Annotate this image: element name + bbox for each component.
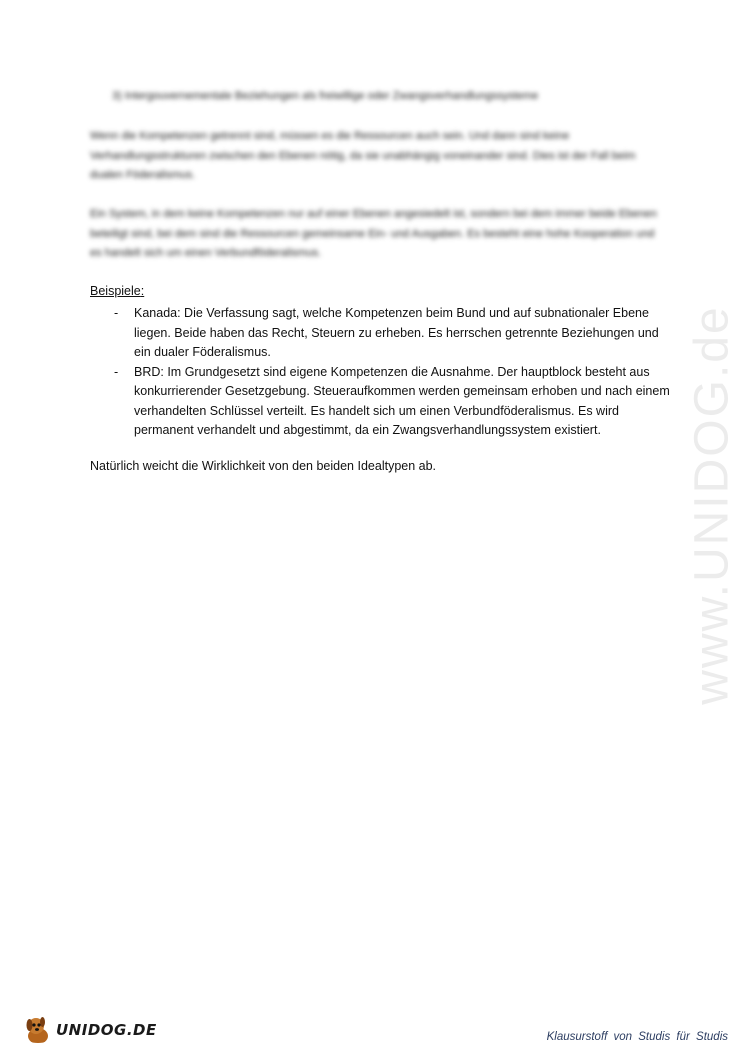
blurred-section-heading: 3) Intergouvernementale Beziehungen als freiwillige oder Zwangsverhandlungssysteme [112, 90, 539, 102]
blurred-paragraph-1: Wenn die Kompetenzen getrennt sind, müssen es die Ressourcen auch sein. Und dann sind keine Verhandlungsstrukturen zwischen den Ebenen nötig, da sie unabhängig voneinander sind. Dies ist der Fall beim dualen Föderalismus. [90, 130, 636, 181]
list-item [90, 363, 670, 441]
dog-mascot-icon [22, 1014, 54, 1046]
examples-heading-text: Beispiele [90, 284, 141, 298]
list-item-text: BRD: Im Grundgesetzt sind eigene Kompetenzen die Ausnahme. Der hauptblock besteht aus konkurrierender Gesetzgebung. Steueraufkommen werden gemeinsam erhoben und nach einem verhandelten Schlüssel verteilt. Es handelt sich um einen Verbundföderalismus. Es wird permanent verhandelt und abgestimmt, da ein Zwangsverhandlungssystem existiert. [134, 364, 670, 437]
list-item [90, 304, 670, 363]
footer-tagline: Klausurstoff von Studis für Studis [546, 1031, 728, 1043]
logo-text: UNIDOG.DE [56, 1021, 157, 1039]
examples-list [90, 304, 670, 441]
list-item-text: Kanada: Die Verfassung sagt, welche Kompetenzen beim Bund und auf subnationaler Ebene liegen. Beide haben das Recht, Steuern zu erheben. Es herrschen getrennte Beziehungen und ein dualer Föderalismus. [134, 306, 659, 359]
list-dash: - [114, 306, 119, 320]
list-dash: - [114, 364, 119, 379]
footer-logo [22, 1014, 157, 1046]
blurred-paragraph-2: Ein System, in dem keine Kompetenzen nur auf einer Ebenen angesiedelt ist, sondern bei dem immer beide Ebenen beteiligt sind, bei dem sind die Ressourcen gemeinsame Ein- und Ausgaben. Es besteht eine hohe Kooperation und es handelt sich um einen Verbundföderalismus. [90, 208, 657, 259]
examples-heading-colon: : [140, 284, 145, 298]
examples-heading [90, 284, 144, 298]
watermark: www.UNIDOG.de [685, 305, 739, 705]
closing-sentence: Natürlich weicht die Wirklichkeit von den beiden Idealtypen ab. [90, 459, 437, 473]
